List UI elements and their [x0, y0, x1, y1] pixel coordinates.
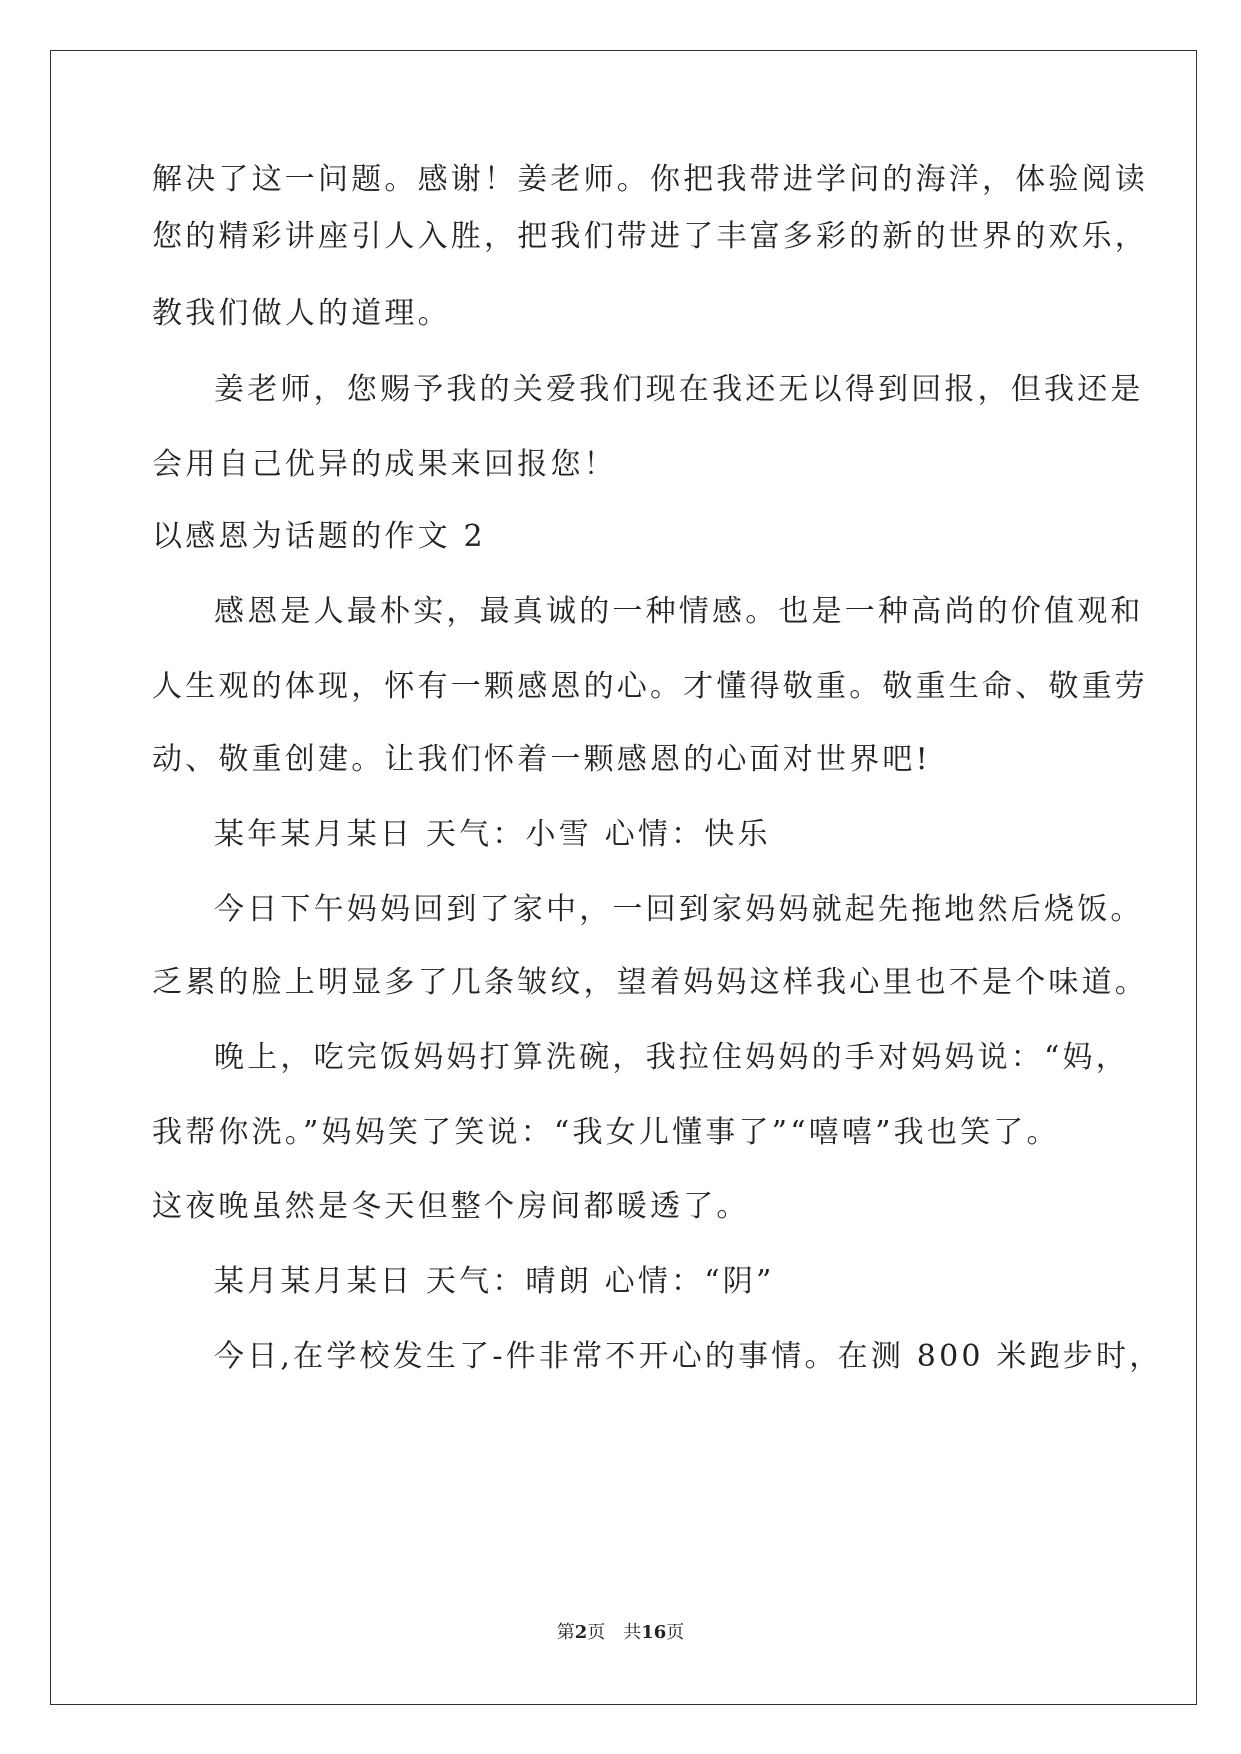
page-footer: [0, 1618, 1241, 1644]
text-line: 人生观的体现，怀有一颗感恩的心。才懂得敬重。敬重生命、敬重劳: [152, 669, 1148, 704]
text-line: 会用自己优异的成果来回报您！: [152, 447, 617, 482]
text-line: 我帮你洗。”妈妈笑了笑说：“我女儿懂事了”“嘻嘻”我也笑了。: [152, 1115, 1060, 1150]
diary-date-line: 某月某月某日 天气：晴朗 心情：“阴”: [214, 1264, 775, 1299]
text-line: 今日,在学校发生了-件非常不开心的事情。在测 800 米跑步时，: [214, 1339, 1163, 1374]
text-line: 教我们做人的道理。: [152, 296, 451, 331]
footer-suffix: 页: [666, 1622, 685, 1643]
text-line: 今日下午妈妈回到了家中，一回到家妈妈就起先拖地然后烧饭。: [214, 892, 1144, 927]
diary-date-line: 某年某月某日 天气：小雪 心情：快乐: [214, 817, 771, 852]
text-line: 这夜晚虽然是冬天但整个房间都暖透了。: [152, 1189, 750, 1224]
section-heading: 以感恩为话题的作文 2: [152, 519, 486, 554]
text-line: 姜老师，您赐予我的关爱我们现在我还无以得到回报，但我还是: [214, 372, 1144, 407]
text-line: 感恩是人最朴实，最真诚的一种情感。也是一种高尚的价值观和: [214, 594, 1144, 629]
text-line: 乏累的脸上明显多了几条皱纹，望着妈妈这样我心里也不是个味道。: [152, 965, 1148, 1000]
text-line: 动、敬重创建。让我们怀着一颗感恩的心面对世界吧!: [152, 742, 931, 777]
total-pages: 16: [641, 1622, 667, 1643]
text-line: 您的精彩讲座引人入胜，把我们带进了丰富多彩的新的世界的欢乐，: [152, 219, 1148, 254]
footer-mid: 页 共: [587, 1622, 642, 1643]
page-number: 2: [574, 1622, 588, 1643]
footer-prefix: 第: [556, 1622, 575, 1643]
text-line: 解决了这一问题。感谢！姜老师。你把我带进学问的海洋，体验阅读: [152, 162, 1148, 197]
text-line: 晚上，吃完饭妈妈打算洗碗，我拉住妈妈的手对妈妈说：“妈，: [214, 1040, 1129, 1075]
